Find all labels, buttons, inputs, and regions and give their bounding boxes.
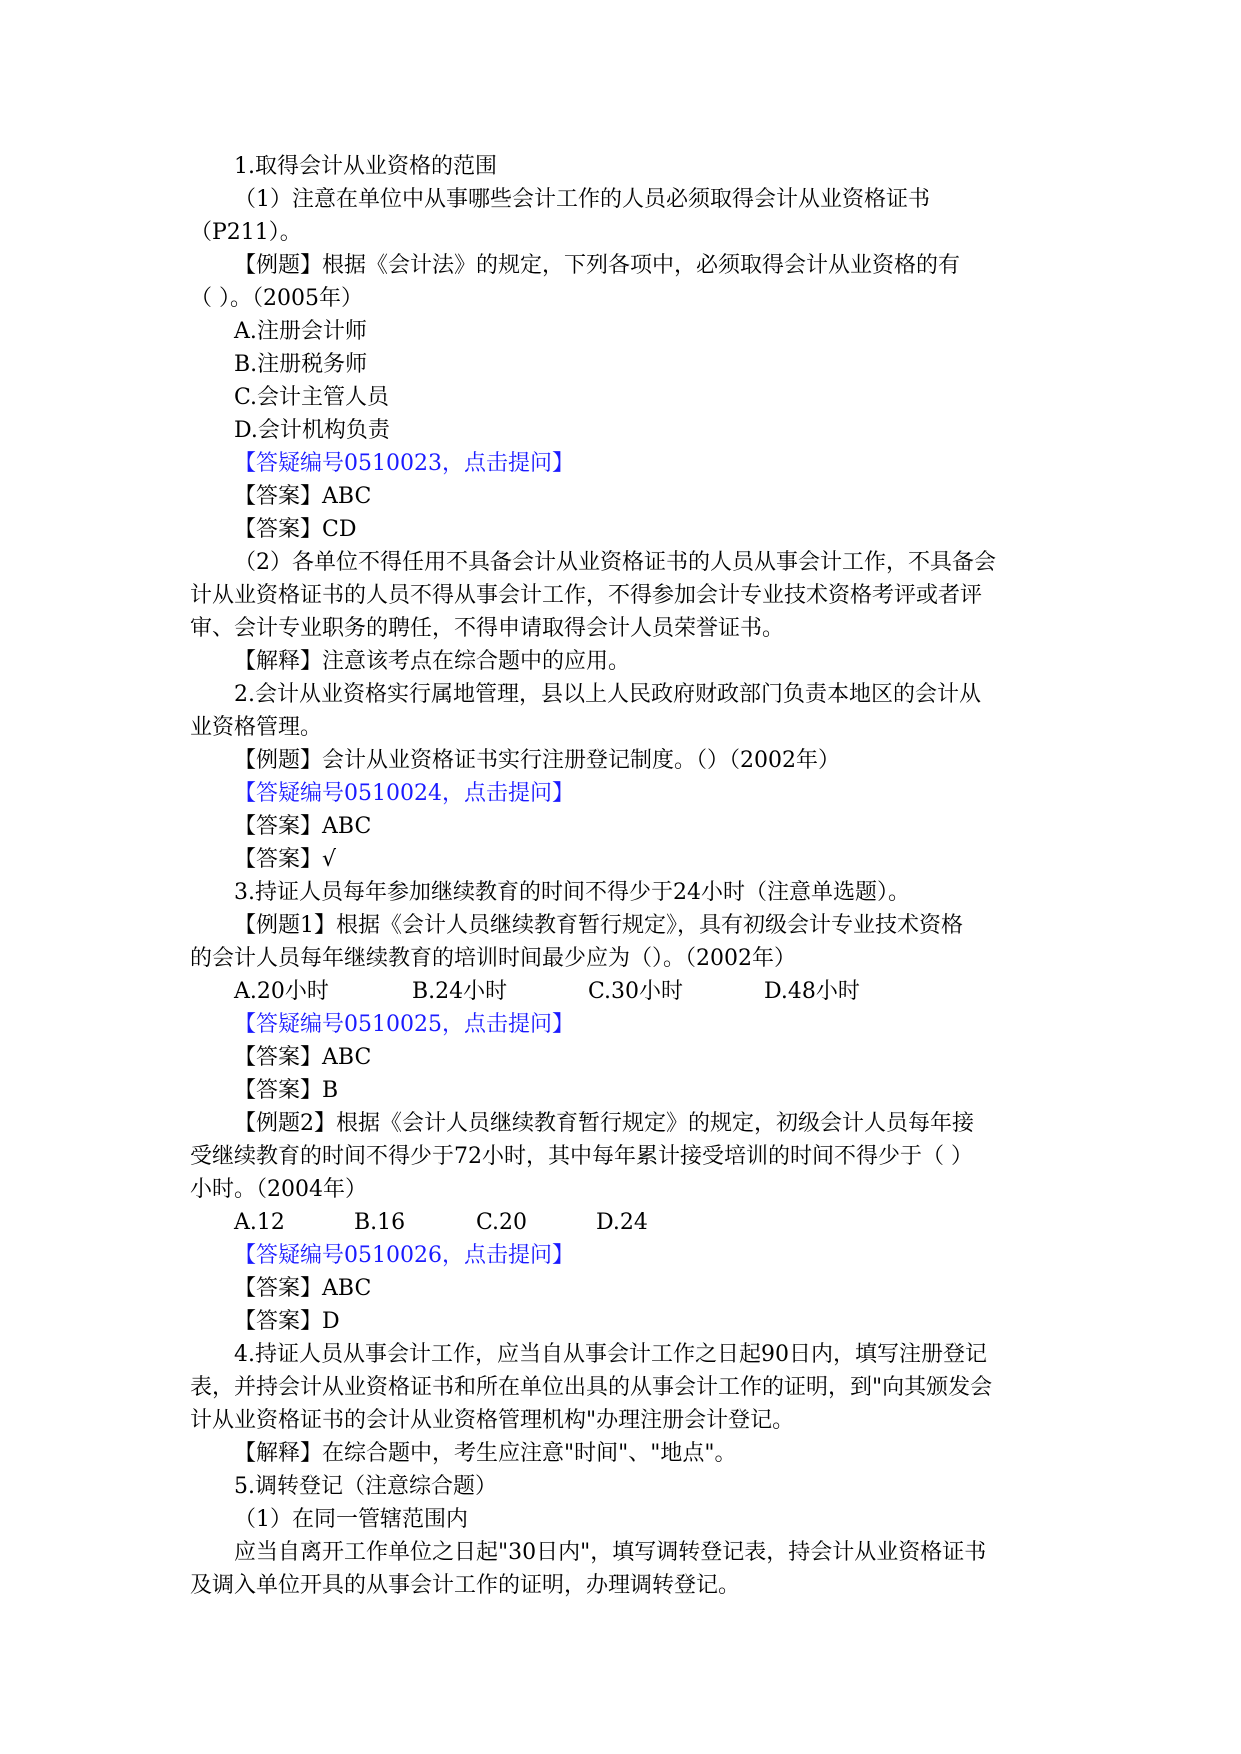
example-1-option-d: D.会计机构负责: [234, 418, 390, 443]
example-4-question-line-1: 【例题2】根据《会计人员继续教育暂行规定》的规定，初级会计人员每年接: [234, 1111, 974, 1136]
example-3-option-d: D.48小时: [764, 979, 860, 1004]
example-1-question-line-1: 【例题】根据《会计法》的规定，下列各项中，必须取得会计从业资格的有: [234, 253, 961, 278]
section-1-title: 1.取得会计从业资格的范围: [234, 154, 497, 179]
example-4-answer-1: 【答案】ABC: [234, 1276, 372, 1301]
section-1-point-1-line-2: （P211）。: [190, 220, 302, 245]
section-5-title: 5.调转登记（注意综合题）: [234, 1474, 497, 1499]
section-1-point-2-line-1: （2）各单位不得任用不具备会计从业资格证书的人员从事会计工作，不具备会: [234, 550, 996, 575]
section-4-line-1: 4.持证人员从事会计工作，应当自从事会计工作之日起90日内，填写注册登记: [234, 1342, 987, 1367]
section-1-point-2-line-3: 审、会计专业职务的聘任，不得申请取得会计人员荣誉证书。: [190, 616, 785, 641]
example-3-question-line-2: 的会计人员每年继续教育的培训时间最少应为（）。（2002年）: [190, 946, 796, 971]
section-1-point-1-line-1: （1）注意在单位中从事哪些会计工作的人员必须取得会计从业资格证书: [234, 187, 930, 212]
example-3-ask-question-link[interactable]: 【答疑编号0510025，点击提问】: [234, 1012, 574, 1037]
example-3-answer-1: 【答案】ABC: [234, 1045, 372, 1070]
example-1-question-line-2: （ ）。（2005年）: [190, 286, 363, 311]
section-4-explanation: 【解释】在综合题中，考生应注意"时间"、"地点"。: [234, 1441, 737, 1466]
example-1-option-b: B.注册税务师: [234, 352, 368, 377]
example-4-option-a: A.12: [234, 1210, 285, 1235]
example-3-option-b: B.24小时: [412, 979, 508, 1004]
example-4-options: [190, 1206, 1070, 1239]
section-2-line-1: 2.会计从业资格实行属地管理，县以上人民政府财政部门负责本地区的会计从: [234, 682, 981, 707]
example-4-answer-2: 【答案】D: [234, 1309, 340, 1334]
section-1-explanation: 【解释】注意该考点在综合题中的应用。: [234, 649, 631, 674]
section-2-line-2: 业资格管理。: [190, 715, 323, 740]
example-3-option-a: A.20小时: [234, 979, 329, 1004]
section-4-line-3: 计从业资格证书的会计从业资格管理机构"办理注册会计登记。: [190, 1408, 795, 1433]
example-4-question-line-3: 小时。（2004年）: [190, 1177, 367, 1202]
example-1-answer-2: 【答案】CD: [234, 517, 357, 542]
example-2-ask-question-link[interactable]: 【答疑编号0510024，点击提问】: [234, 781, 574, 806]
section-5-subsection-1: （1）在同一管辖范围内: [234, 1507, 468, 1532]
section-1-point-2-line-2: 计从业资格证书的人员不得从事会计工作，不得参加会计专业技术资格考评或者评: [190, 583, 983, 608]
example-1-answer-1: 【答案】ABC: [234, 484, 372, 509]
example-4-option-b: B.16: [354, 1210, 406, 1235]
example-4-ask-question-link[interactable]: 【答疑编号0510026，点击提问】: [234, 1243, 574, 1268]
example-3-option-c: C.30小时: [588, 979, 684, 1004]
section-5-paragraph-line-1: 应当自离开工作单位之日起"30日内"，填写调转登记表，持会计从业资格证书: [234, 1540, 987, 1565]
example-2-answer-1: 【答案】ABC: [234, 814, 372, 839]
example-2-answer-2: 【答案】√: [234, 847, 337, 872]
document-body: [190, 150, 1070, 1602]
example-3-answer-2: 【答案】B: [234, 1078, 339, 1103]
example-1-ask-question-link[interactable]: 【答疑编号0510023，点击提问】: [234, 451, 574, 476]
example-2-question: 【例题】会计从业资格证书实行注册登记制度。（）（2002年）: [234, 748, 840, 773]
example-3-question-line-1: 【例题1】根据《会计人员继续教育暂行规定》，具有初级会计专业技术资格: [234, 913, 963, 938]
example-4-option-d: D.24: [596, 1210, 648, 1235]
example-1-option-c: C.会计主管人员: [234, 385, 390, 410]
example-4-option-c: C.20: [476, 1210, 528, 1235]
section-5-paragraph-line-2: 及调入单位开具的从事会计工作的证明，办理调转登记。: [190, 1573, 741, 1598]
section-3-line: 3.持证人员每年参加继续教育的时间不得少于24小时（注意单选题）。: [234, 880, 910, 905]
example-1-option-a: A.注册会计师: [234, 319, 367, 344]
section-4-line-2: 表，并持会计从业资格证书和所在单位出具的从事会计工作的证明，到"向其颁发会: [190, 1375, 993, 1400]
example-4-question-line-2: 受继续教育的时间不得少于72小时，其中每年累计接受培训的时间不得少于（ ）: [190, 1144, 973, 1169]
example-3-options: [190, 975, 1070, 1008]
